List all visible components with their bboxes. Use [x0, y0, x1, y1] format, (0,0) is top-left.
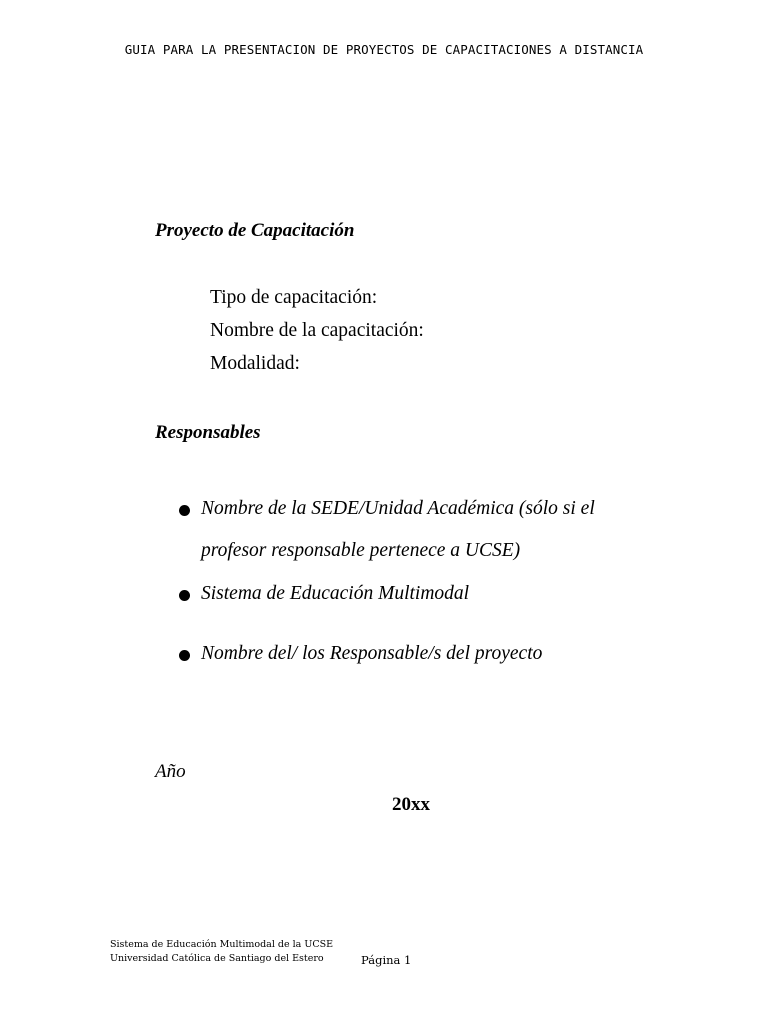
footer-institution-line2: Universidad Católica de Santiago del Estero — [110, 953, 324, 964]
year-label: Año — [155, 761, 186, 782]
bullet-icon — [179, 590, 190, 601]
bullet-icon — [179, 650, 190, 661]
year-value: 20xx — [392, 794, 430, 815]
responsables-heading: Responsables — [155, 422, 261, 443]
footer-institution-line1: Sistema de Educación Multimodal de la UCSE — [110, 939, 334, 950]
project-heading: Proyecto de Capacitación — [155, 220, 355, 241]
bullet-item-sistema: Sistema de Educación Multimodal — [201, 583, 470, 604]
page-number: Página 1 — [361, 953, 412, 967]
bullet-item-sede-line1: Nombre de la SEDE/Unidad Académica (sólo si el — [201, 498, 595, 519]
page-header-title: GUIA PARA LA PRESENTACION DE PROYECTOS DE CAPACITACIONES A DISTANCIA — [124, 42, 644, 57]
bullet-item-sede-line2: profesor responsable pertenece a UCSE) — [201, 540, 521, 561]
field-nombre-capacitacion: Nombre de la capacitación: — [210, 320, 424, 341]
bullet-icon — [179, 505, 190, 516]
field-tipo-capacitacion: Tipo de capacitación: — [210, 287, 378, 308]
bullet-item-responsables: Nombre del/ los Responsable/s del proyecto — [201, 643, 543, 664]
field-modalidad: Modalidad: — [210, 353, 300, 374]
